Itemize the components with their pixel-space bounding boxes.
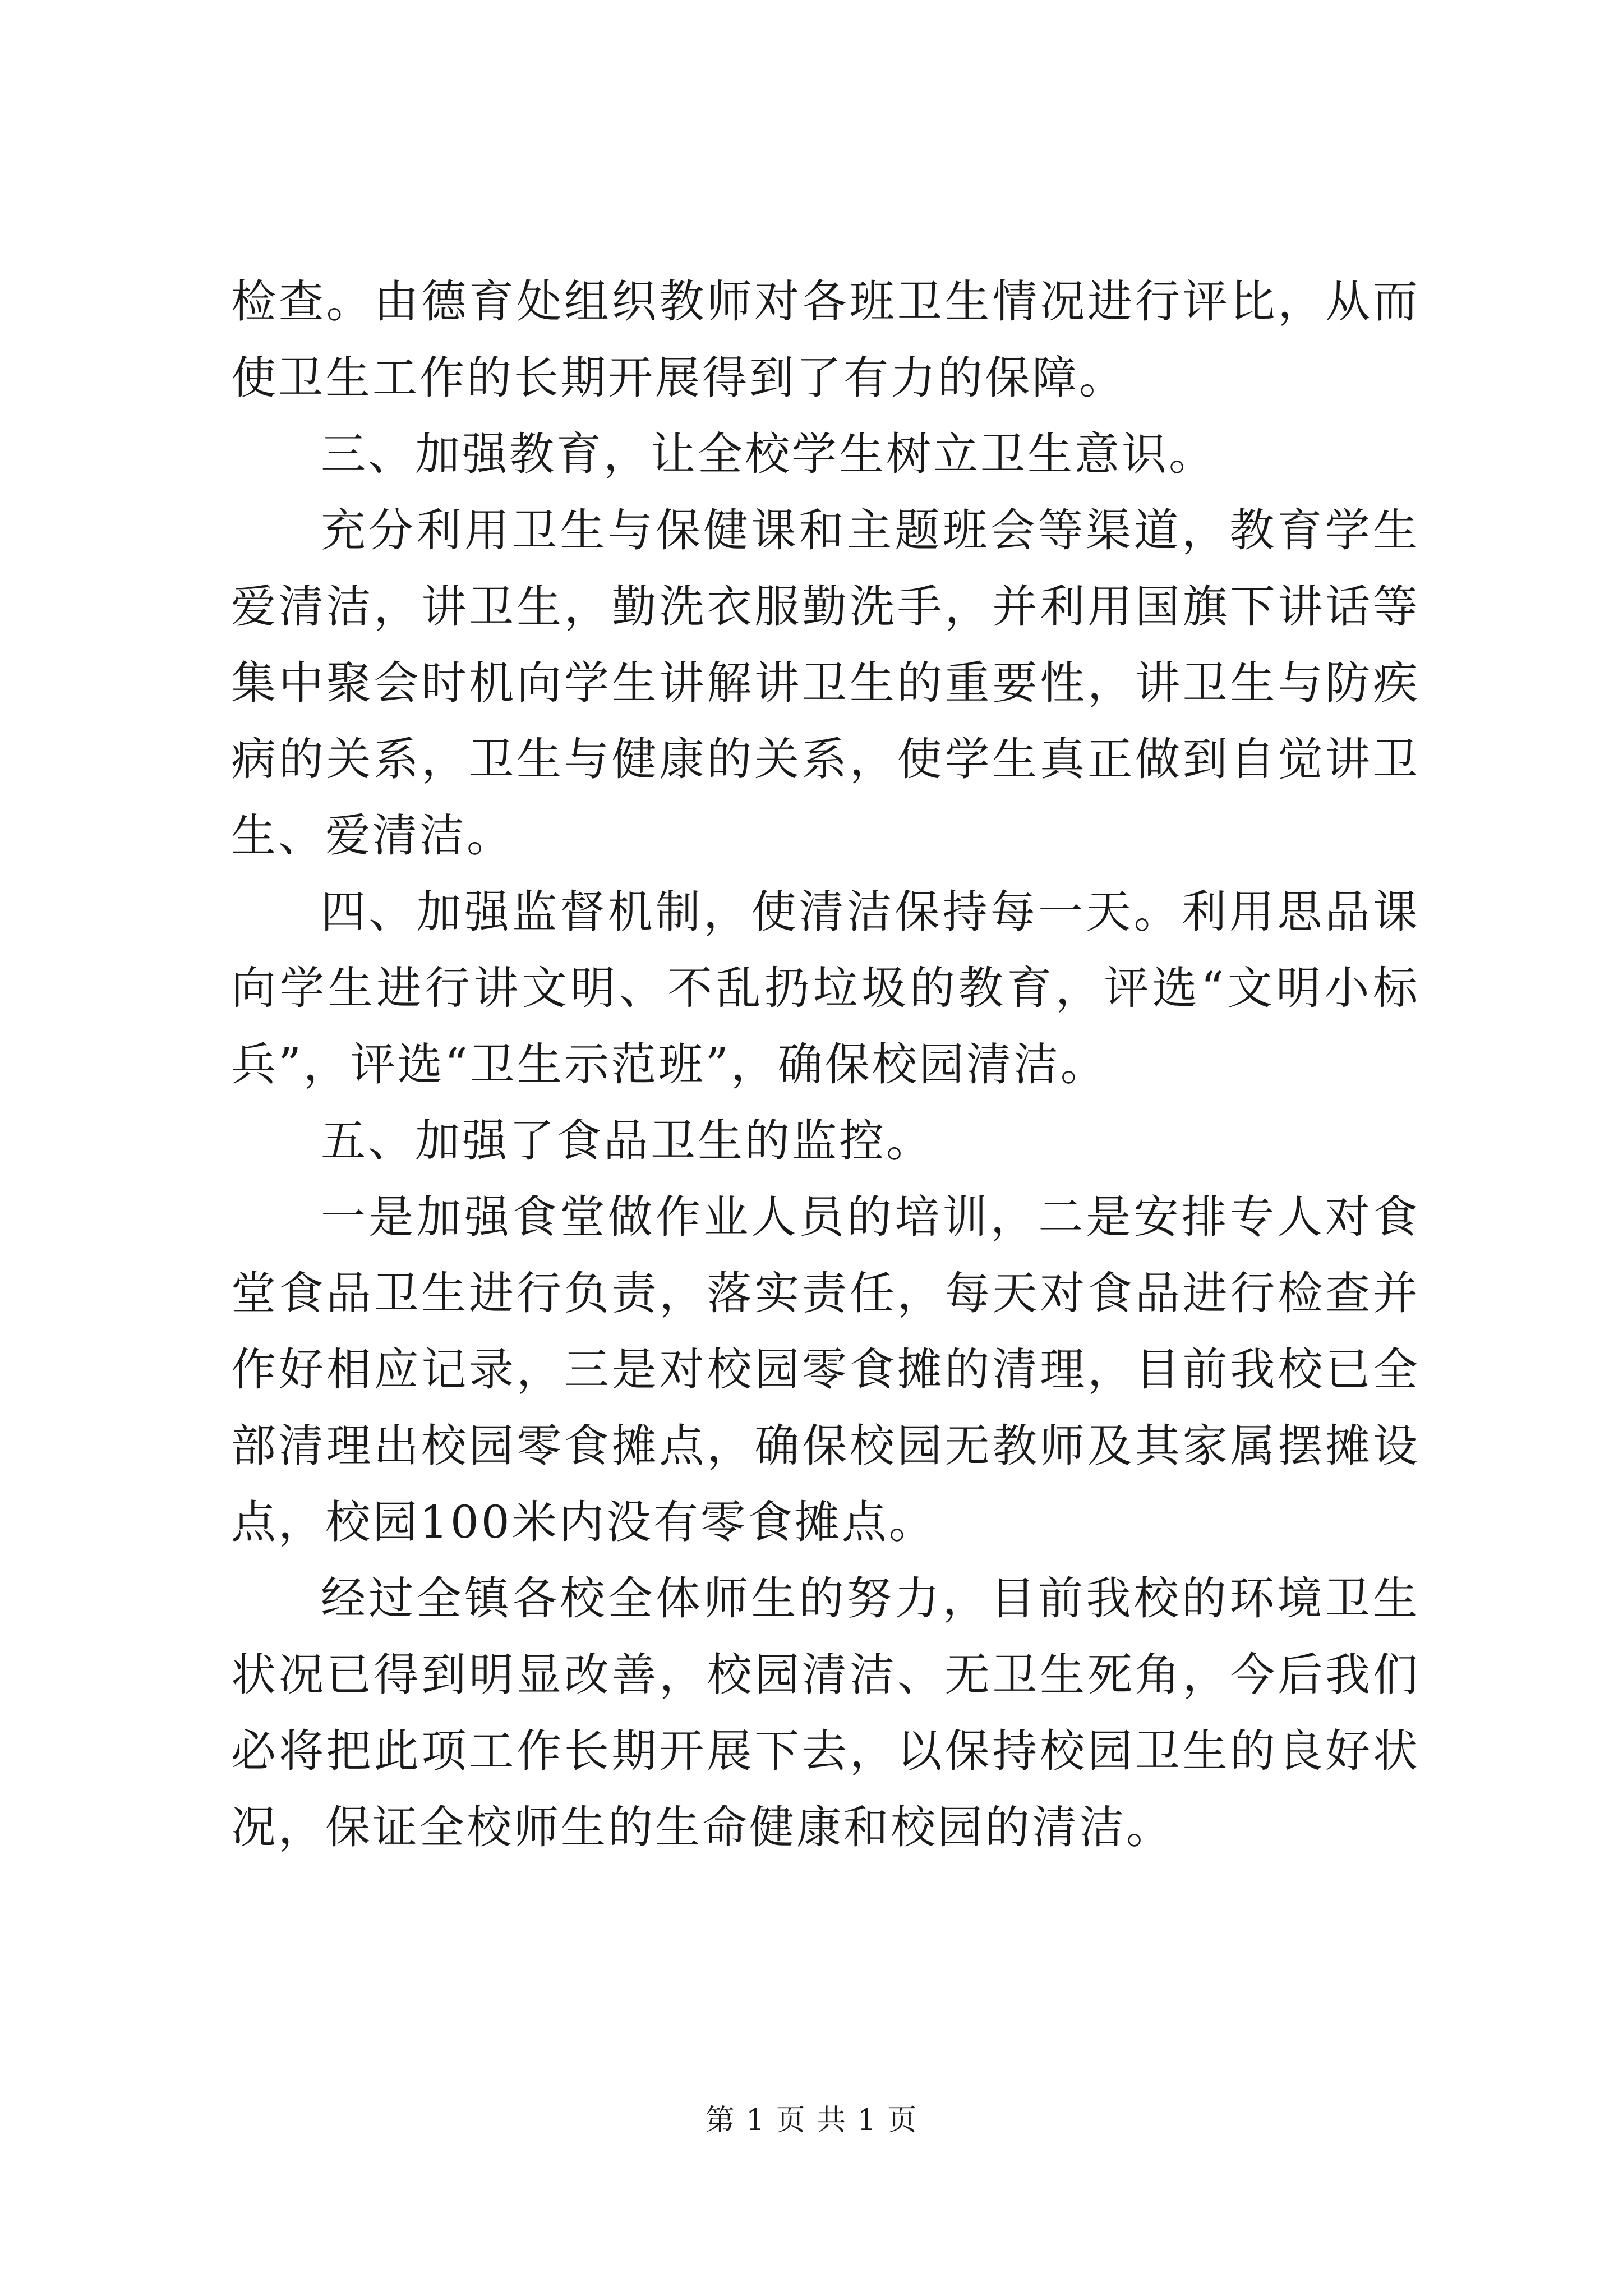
page-number-footer: 第 1 页 共 1 页 [705,2104,918,2137]
section-heading-four: 四、加强监督机制，使清洁保持每一天。利用思品课向学生进行讲文明、不乱扔垃圾的教育，评选“文明小标兵”，评选“卫生示范班”，确保校园清洁。 [231,886,1420,1091]
paragraph-education: 充分利用卫生与保健课和主题班会等渠道，教育学生爱清洁，讲卫生，勤洗衣服勤洗手，并利用国旗下讲话等集中聚会时机向学生讲解讲卫生的重要性，讲卫生与防疾病的关系，卫生与健康的关系，使学生真正做到自觉讲卫生、爱清洁。 [231,504,1420,862]
paragraph-continuation: 检查。由德育处组织教师对各班卫生情况进行评比，从而使卫生工作的长期开展得到了有力的保障。 [231,275,1420,404]
document-body [231,264,1420,1866]
paragraph-food-safety: 一是加强食堂做作业人员的培训，二是安排专人对食堂食品卫生进行负责，落实责任，每天对食品进行检查并作好相应记录，三是对校园零食摊的清理，目前我校已全部清理出校园零食摊点，确保校园无教师及其家属摆摊设点，校园100米内没有零食摊点。 [231,1191,1420,1548]
paragraph-conclusion: 经过全镇各校全体师生的努力，目前我校的环境卫生状况已得到明显改善，校园清洁、无卫生死角，今后我们必将把此项工作长期开展下去，以保持校园卫生的良好状况，保证全校师生的生命健康和校园的清洁。 [231,1572,1420,1853]
section-heading-three: 三、加强教育，让全校学生树立卫生意识。 [321,428,1216,480]
section-heading-five: 五、加强了食品卫生的监控。 [321,1115,933,1167]
